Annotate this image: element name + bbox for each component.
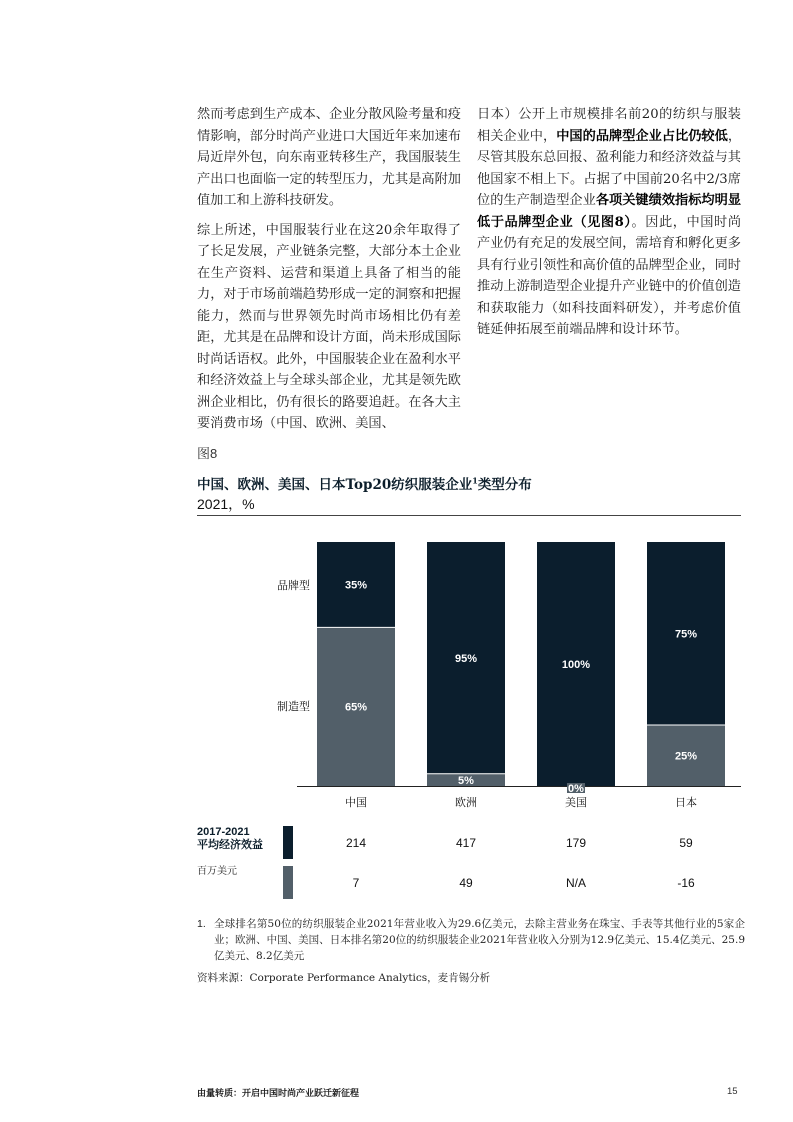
metric-value: 7 bbox=[352, 876, 360, 890]
series-label: 品牌型 bbox=[277, 579, 310, 592]
metric-label-line: 2017-2021 bbox=[197, 826, 250, 838]
category-label: 日本 bbox=[675, 796, 697, 809]
text-run: 日本）公开上市规模排名前20的纺织与服装相关企业中， bbox=[477, 107, 741, 144]
bold-run: 中国的品牌型企业占比仍较低 bbox=[556, 128, 728, 144]
metric-value: 179 bbox=[565, 836, 587, 850]
category-label: 中国 bbox=[345, 796, 367, 809]
metric-label bbox=[197, 826, 263, 852]
bold-run: 各项关键绩效指标均明显低于品牌型企业（见图8） bbox=[477, 193, 742, 230]
figure-title-text: 中国、欧洲、美国、日本Top20纺织服装企业 bbox=[197, 477, 473, 493]
paragraph: 综上所述，中国服装行业在这20余年取得了了长足发展，产业链条完整，大部分本土企业在生产资料、运营和渠道上具备了相当的能力，对于市场前端趋势形成一定的洞察和把握能力，然而与世界领先时尚市场相比仍有差距，尤其是在品牌和设计方面，尚未形成国际时尚话语权。此外，中国服装企业在盈利水平和经济效益上与全球头部企业，尤其是领先欧洲企业相比，仍有很长的路要追赶。在各大主要消费市场（中国、欧洲、美国、 bbox=[197, 222, 461, 431]
data-label: 65% bbox=[344, 701, 368, 714]
metric-value: -16 bbox=[677, 876, 695, 890]
data-label: 100% bbox=[561, 659, 591, 671]
footnote-text: 全球排名第50位的纺织服装企业2021年营业收入为29.6亿美元，去除主营业务在珠宝、手表等其他行业的5家企业；欧洲、中国、美国、日本排名第20位的纺织服装企业2021年营业收入分别为12.9亿美元、15.4亿美元、25.9亿美元、8.2亿美元 bbox=[214, 918, 745, 962]
paragraph: 然而考虑到生产成本、企业分散风险考量和疫情影响，部分时尚产业进口大国近年来加速布局近岸外包，向东南亚转移生产，我国服装生产出口也面临一定的转型压力，尤其是高附加值加工和上游科技研发。 bbox=[197, 107, 461, 208]
data-label: 5% bbox=[458, 775, 474, 787]
text-run: 。因此，中国时尚产业仍有充足的发展空间，需培育和孵化更多具有行业引领性和高价值的品牌型企业，同时推动上游制造型企业提升产业链中的价值创造和获取能力（如科技面料研发），并考虑价值链延伸拓展至前端品牌和设计环节。 bbox=[477, 214, 742, 337]
category-label: 欧洲 bbox=[455, 796, 477, 809]
metric-legend-box bbox=[283, 866, 293, 899]
series-label: 制造型 bbox=[277, 700, 310, 713]
metric-value: N/A bbox=[565, 876, 586, 890]
footer-title: 由量转质：开启中国时尚产业跃迁新征程 bbox=[197, 1089, 360, 1099]
metric-value: 49 bbox=[459, 876, 473, 890]
page-number: 15 bbox=[727, 1086, 738, 1097]
data-label: 25% bbox=[674, 750, 698, 763]
figure-subtitle: 2021，% bbox=[197, 496, 255, 512]
figure-title-suffix: 类型分布 bbox=[477, 477, 532, 493]
data-label: 75% bbox=[674, 628, 698, 641]
metric-legend-box bbox=[283, 826, 293, 859]
data-label: 35% bbox=[344, 579, 368, 592]
metric-label-line: 平均经济效益 bbox=[197, 839, 263, 851]
text-run: ，尽管其股东总回报、盈利能力和经济效益与其他国家不相上下。占据了中国前20名中2/3席位的生产制造型企业 bbox=[477, 128, 742, 208]
footnote bbox=[197, 916, 745, 964]
metric-value: 417 bbox=[455, 836, 477, 850]
metric-unit: 百万美元 bbox=[197, 866, 237, 877]
footnote-ref: 1 bbox=[472, 475, 478, 486]
data-label: 95% bbox=[454, 652, 478, 665]
source-note: 资料来源：Corporate Performance Analytics，麦肯锡分析 bbox=[197, 972, 491, 984]
category-label: 美国 bbox=[565, 796, 587, 809]
metric-value: 59 bbox=[679, 836, 693, 850]
footnote-number: 1. bbox=[197, 918, 206, 930]
metric-value: 214 bbox=[345, 836, 367, 850]
data-label: 0% bbox=[568, 783, 584, 795]
figure-label: 图8 bbox=[197, 446, 218, 461]
